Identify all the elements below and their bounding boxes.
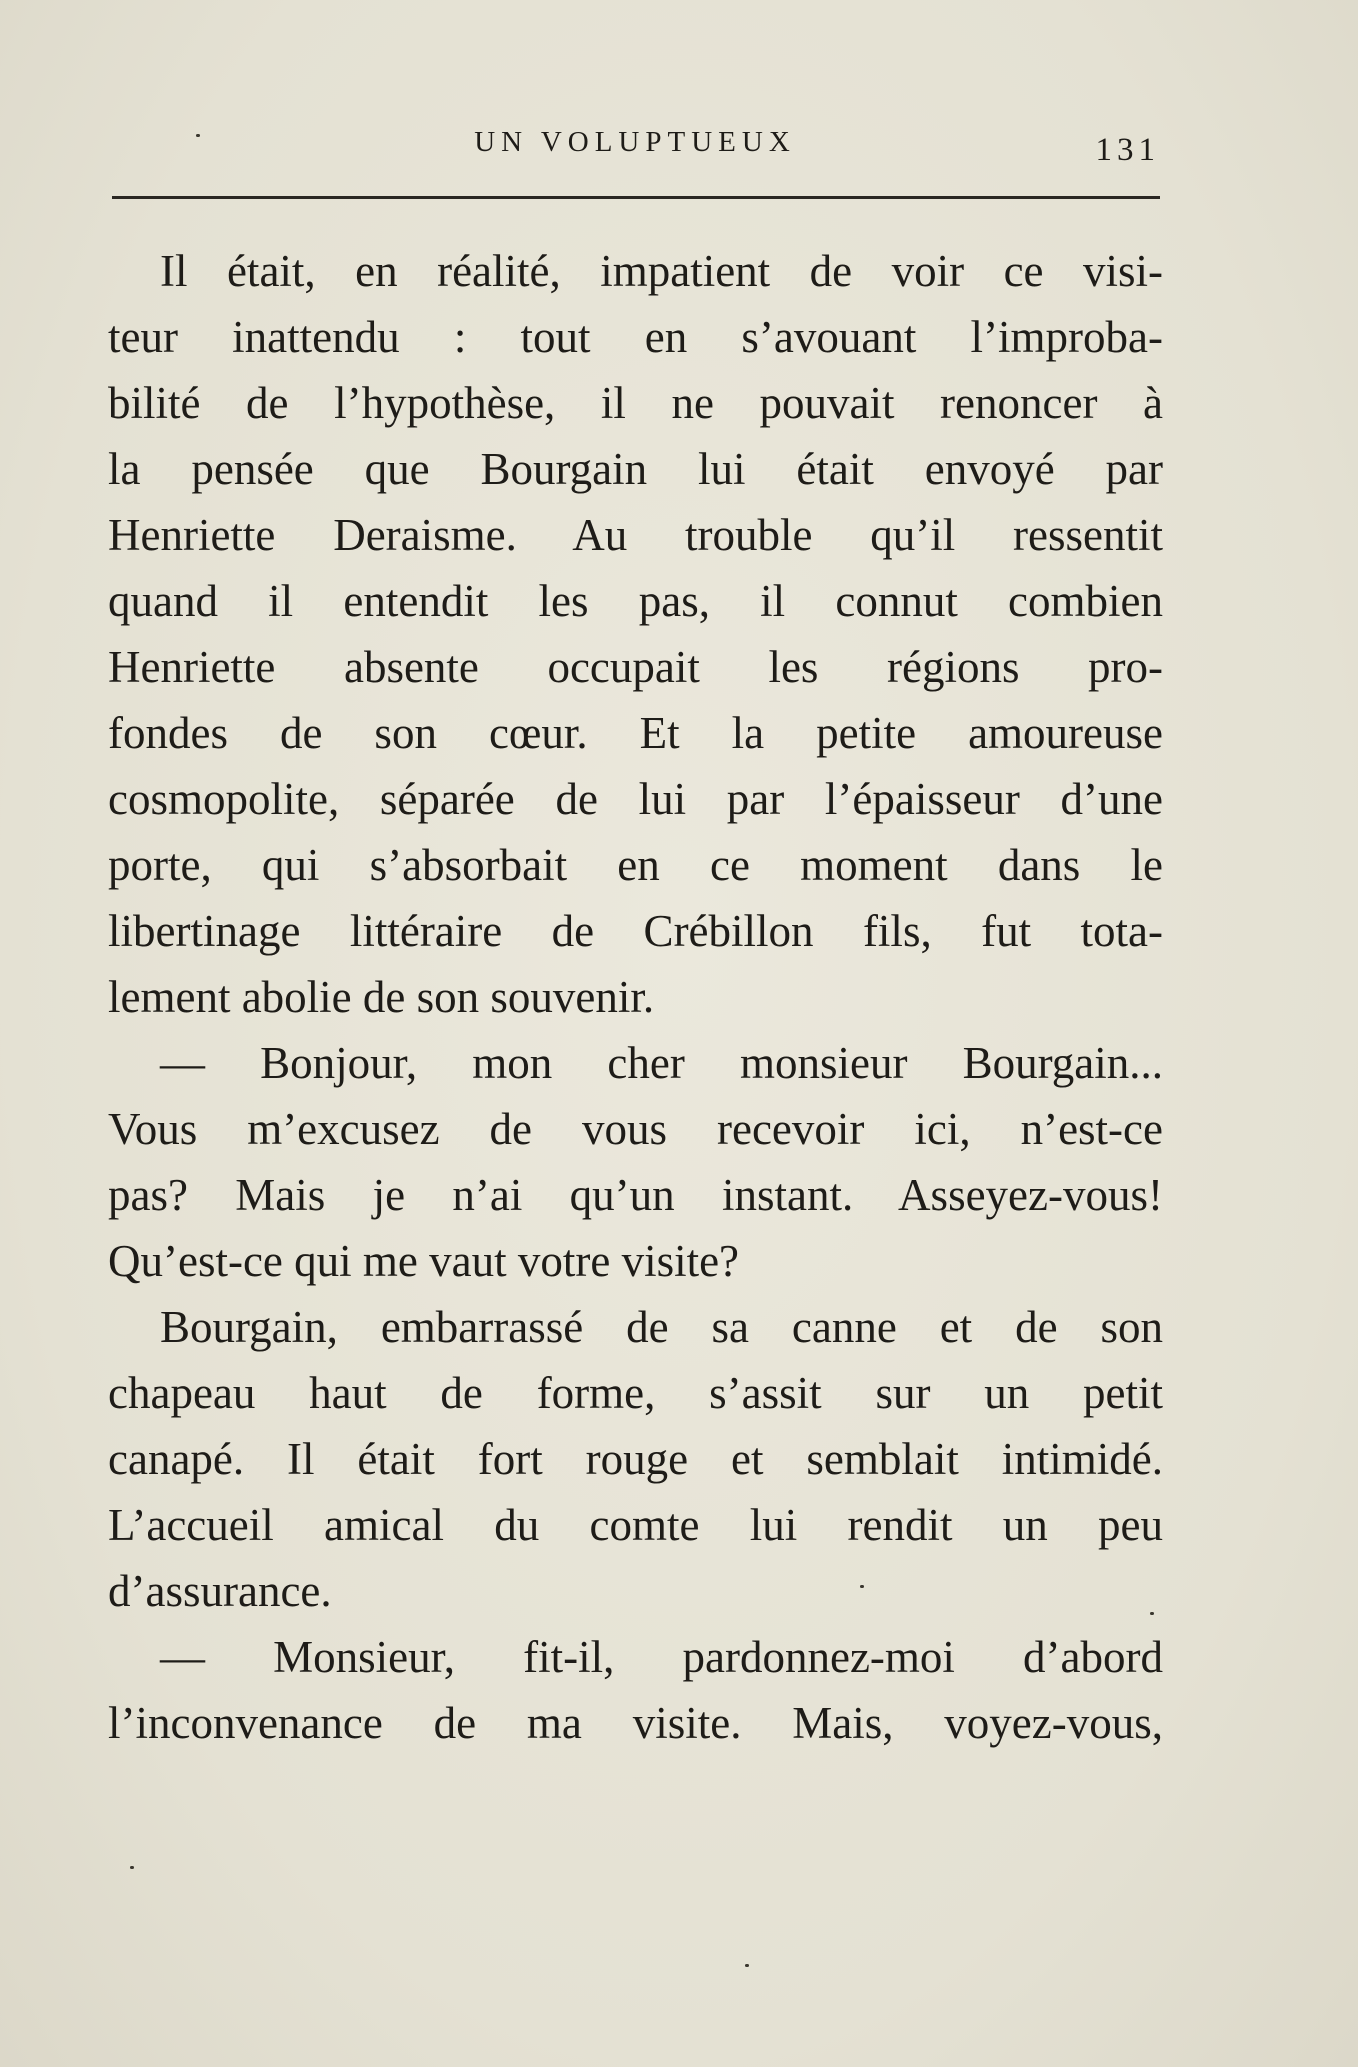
text-line: l’inconvenance de ma visite. Mais, voyez-vous,	[108, 1698, 1163, 1748]
text-line: lement abolie de son souvenir.	[108, 972, 655, 1022]
text-line: pas? Mais je n’ai qu’un instant. Asseyez-vous!	[108, 1170, 1163, 1220]
paper-speck	[1150, 1612, 1154, 1615]
paper-speck	[130, 1866, 134, 1869]
header-rule	[112, 196, 1160, 199]
text-line: bilité de l’hypothèse, il ne pouvait renoncer à	[108, 378, 1163, 428]
text-line: libertinage littéraire de Crébillon fils, fut tota-	[108, 906, 1163, 956]
text-line: Henriette absente occupait les régions pro-	[108, 642, 1163, 692]
page-number: 131	[1095, 132, 1160, 168]
text-line: quand il entendit les pas, il connut combien	[108, 576, 1163, 626]
text-line: Qu’est-ce qui me vaut votre visite?	[108, 1236, 740, 1286]
text-line: d’assurance.	[108, 1566, 332, 1616]
text-line: canapé. Il était fort rouge et semblait intimidé.	[108, 1434, 1163, 1484]
text-line: cosmopolite, séparée de lui par l’épaisseur d’une	[108, 774, 1163, 824]
text-line: chapeau haut de forme, s’assit sur un petit	[108, 1368, 1163, 1418]
running-head	[110, 118, 1160, 168]
paper-speck	[860, 1585, 864, 1588]
text-line: Henriette Deraisme. Au trouble qu’il ressentit	[108, 510, 1163, 560]
text-line: porte, qui s’absorbait en ce moment dans le	[108, 840, 1163, 890]
text-line: Il était, en réalité, impatient de voir ce visi-	[160, 246, 1163, 296]
text-line: — Monsieur, fit-il, pardonnez-moi d’abord	[160, 1632, 1163, 1682]
text-line: teur inattendu : tout en s’avouant l’improba-	[108, 312, 1163, 362]
text-line: Vous m’excusez de vous recevoir ici, n’est-ce	[108, 1104, 1163, 1154]
text-line: L’accueil amical du comte lui rendit un peu	[108, 1500, 1163, 1550]
text-line: Bourgain, embarrassé de sa canne et de son	[160, 1302, 1163, 1352]
paper-speck	[196, 134, 200, 137]
paper-speck	[745, 1964, 749, 1967]
text-line: fondes de son cœur. Et la petite amoureuse	[108, 708, 1163, 758]
text-line: — Bonjour, mon cher monsieur Bourgain...	[160, 1038, 1163, 1088]
running-title: UN VOLUPTUEUX	[474, 126, 796, 158]
text-line: la pensée que Bourgain lui était envoyé par	[108, 444, 1163, 494]
body-text	[108, 238, 1163, 1756]
